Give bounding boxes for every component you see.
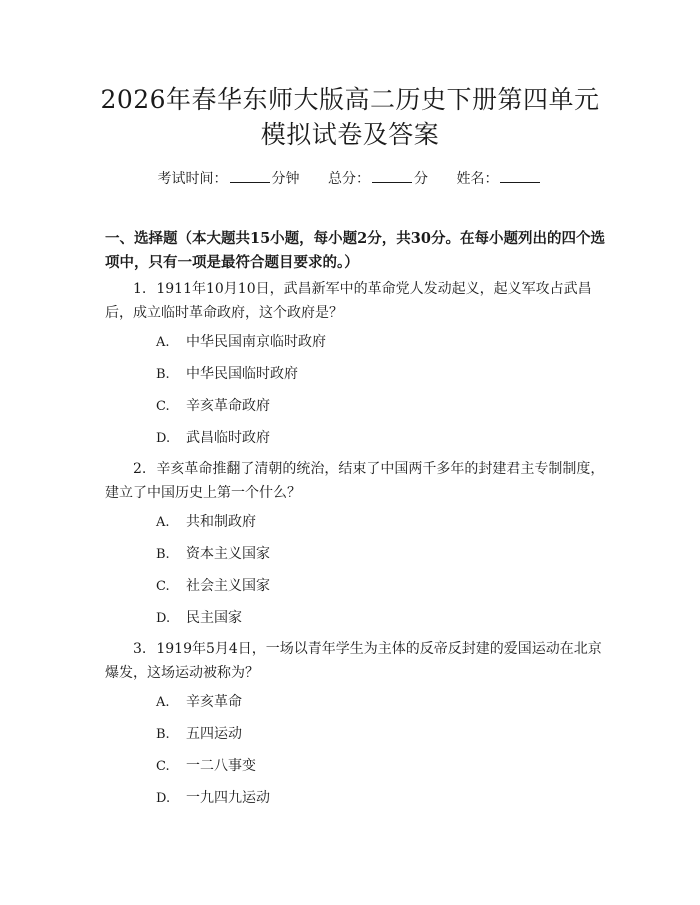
exam-time-label: 考试时间： <box>157 171 228 187</box>
question-number: 1. <box>133 281 147 297</box>
option-text: 资本主义国家 <box>186 546 270 562</box>
option-2b <box>156 544 270 565</box>
exam-name-blank <box>500 168 540 183</box>
option-letter: D. <box>156 611 171 626</box>
option-1a <box>156 332 326 353</box>
exam-name <box>456 171 542 187</box>
exam-score-blank <box>372 168 412 183</box>
question-text: 辛亥革命推翻了清朝的统治，结束了中国两千多年的封建君主专制制度，建立了中国历史上第一个什么？ <box>105 461 605 501</box>
option-1b <box>156 364 298 385</box>
option-1c <box>156 396 270 417</box>
option-text: 社会主义国家 <box>186 578 270 594</box>
option-2c <box>156 576 270 597</box>
option-text: 一九四九运动 <box>186 790 270 806</box>
exam-name-label: 姓名： <box>456 171 499 187</box>
question-3 <box>105 637 605 685</box>
option-letter: C. <box>156 399 170 414</box>
option-letter: C. <box>156 579 170 594</box>
section-heading: 一、选择题（本大题共15小题，每小题2分，共30分。在每小题列出的四个选项中，只有一项是最符合题目要求的。） <box>105 230 605 271</box>
question-1 <box>105 277 605 325</box>
question-number: 2. <box>133 461 147 477</box>
exam-score-label: 总分： <box>328 171 370 187</box>
option-1d <box>156 428 270 449</box>
exam-score <box>328 171 432 187</box>
question-text: 1919年5月4日，一场以青年学生为主体的反帝反封建的爱国运动在北京爆发，这场运动被称为？ <box>105 641 602 681</box>
question-text: 1911年10月10日，武昌新军中的革命党人发动起义，起义军攻占武昌后，成立临时革命政府，这个政府是？ <box>105 281 592 321</box>
question-2 <box>105 457 605 505</box>
exam-time <box>158 171 304 187</box>
option-letter: D. <box>156 791 171 806</box>
option-text: 共和制政府 <box>186 514 256 530</box>
option-text: 五四运动 <box>186 726 242 742</box>
option-letter: C. <box>156 759 170 774</box>
option-text: 一二八事变 <box>186 758 256 774</box>
exam-time-unit: 分钟 <box>271 171 300 187</box>
option-2a <box>156 512 256 533</box>
option-text: 辛亥革命 <box>186 694 242 710</box>
option-letter: A. <box>156 515 170 530</box>
page-title-line1: 2026年春华东师大版高二历史下册第四单元 <box>100 85 600 114</box>
option-letter: D. <box>156 431 171 446</box>
option-text: 武昌临时政府 <box>186 430 270 446</box>
option-letter: B. <box>156 547 170 562</box>
exam-info <box>0 168 700 189</box>
option-text: 民主国家 <box>186 610 242 626</box>
option-text: 辛亥革命政府 <box>186 398 270 414</box>
option-text: 中华民国临时政府 <box>186 366 298 382</box>
option-letter: B. <box>156 727 170 742</box>
option-letter: B. <box>156 367 170 382</box>
question-number: 3. <box>133 641 147 657</box>
option-3c <box>156 756 256 777</box>
option-letter: A. <box>156 695 170 710</box>
page-title-line2: 模拟试卷及答案 <box>260 120 440 149</box>
option-2d <box>156 608 242 629</box>
option-3b <box>156 724 242 745</box>
option-letter: A. <box>156 335 170 350</box>
exam-score-unit: 分 <box>414 171 428 187</box>
exam-time-blank <box>230 168 270 183</box>
option-3d <box>156 788 270 809</box>
option-text: 中华民国南京临时政府 <box>186 334 326 350</box>
option-3a <box>156 692 242 713</box>
